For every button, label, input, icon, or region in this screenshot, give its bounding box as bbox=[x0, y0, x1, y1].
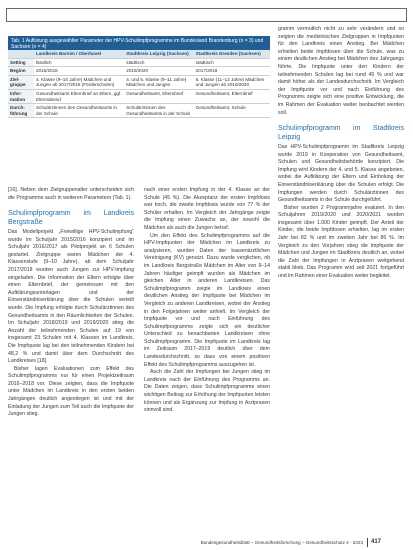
table-cell: 4. Klasse (9–10 Jahre) Mädchen und Jungen ab 2017/2018 (Förderschulen) bbox=[34, 75, 124, 89]
paragraph: [16]. Neben dem Zielgruppenalter unterscheiden sich die Programme auch in weiteren Parametern (Tab. 1). bbox=[8, 187, 134, 201]
page-number: 417 bbox=[371, 539, 382, 545]
row-label: Infor-mation bbox=[8, 89, 34, 103]
paragraph: Um den Effekt des Schulimpfprogramms auf die HPV-Impfquoten der Mädchen im Landkreis zu analysieren, wurden Daten der kassenärztlichen Vereinigung (KV) genutzt. Dazu wurde verglichen, ob im Landkreis Bergstraße Mädchen im Alter von 9–14 Jahren häufiger geimpft wurden als Mädchen im gleichen Alter in anderen Landkreisen. Das Schulimpfprogramm zeigte im Landkreis einen deutlichen Anstieg der Impfquote bei Mädchen im Vergleich zu anderen Landkreisen, wobei der Anstieg in den Folgejahren weiter anhielt. Im Vergleich der Impfquote vor und nach Einführung des Schulimpfprogramms zeigte sich ein deutlicher Unterschied zu benachbarten Landkreisen ohne Schulimpfprogramm. Die Impfquote im Landkreis lag im Zeitraum 2017–2019 deutlich über dem Landesdurchschnitt, so dass von einem positiven Effekt des Schulimpfprogramms auszugehen ist. bbox=[144, 232, 270, 368]
paragraph: Auch die Zahl der Impfungen bei Jungen stieg im Landkreis nach der Einführung des Programms an. Die Daten zeigen, dass Schulimpfprogramme einen wichtigen Beitrag zur Erhöhung der Impfquoten leisten können und als Ergänzung zur Impfung in Arztpraxen sinnvoll sind. bbox=[144, 369, 270, 414]
row-label: Setting bbox=[8, 58, 34, 67]
paragraph: Bisher lagen Evaluationen zum Effekt des Schulimpfprogramms nur für einen Projektzeitraum 2016–2018 vor. Diese zeigten, dass die Impfquote unter Mädchen im Landkreis in den ersten beiden Jahrgängen deutlich angestiegen ist und mit der Einladung der Jungen zum Teil auch die Impfquote der Jungen stieg. bbox=[8, 365, 134, 418]
header-box bbox=[6, 8, 407, 22]
table-cell: 2017/2018 bbox=[194, 67, 270, 76]
table-block bbox=[8, 36, 270, 118]
table-cell: Gesundheitsamt, Elternbrief bbox=[124, 89, 193, 103]
table-cell: 5. Klasse (11–12 Jahre) Mädchen und Jungen ab 2019/2020 bbox=[194, 75, 270, 89]
section-heading: Schulimpfprogramm im Stadtkreis Leipzig bbox=[278, 125, 404, 141]
paragraph: Das Modellprojekt „Freiwillige HPV-Schulimpfung“ wurde im Schuljahr 2015/2016 konzipiert und im Schuljahr 2016/2017 als Pilotprojekt an 6 Schulen gestartet. Zielgruppe waren Mädchen der 4. Klassenstufe (9–10 Jahre), ab dem Schuljahr 2017/2018 wurden auch Jungen zur HPV-Impfung eingeladen. Die Information der Eltern erfolgte über einen Elternbrief, der gemeinsam mit den Aufklärungsunterlagen und der Einverständniserklärung über die Schulen verteilt wurde. Die Impfung erfolgte durch Schulärztinnen des Gesundheitsamts in den Räumlichkeiten der Schulen. Im Schuljahr 2018/2019 und 2019/2020 stieg die Anzahl der teilnehmenden Schulen auf 19 von insgesamt 23 Schulen mit 4. Klassen im Landkreis. Die Impfquote lag bei den teilnehmenden Kindern bei 48,2 % und damit über dem Durchschnitt des Landkreises [18]. bbox=[8, 229, 134, 365]
table-row bbox=[8, 104, 270, 118]
footer-divider bbox=[367, 538, 368, 547]
table-cell: Schulärztinnen des Gesundheitsamts in der Schule bbox=[124, 104, 193, 118]
table-cell: 2019/2020 bbox=[124, 67, 193, 76]
table-header-cell: Stadtkreis Dresden (Sachsen) bbox=[194, 50, 270, 58]
table-cell: 2015/2016 bbox=[34, 67, 124, 76]
paragraph: gramm vermutlich nicht zu sehr verändern und so zeigten die medizinischen Zielgruppen in Impfquoten für den Landkreis einen Anstieg. Bei Mädchen erhielten beide Impfdosen über die Schule, was zu einem deutlichen Anstieg bei Mädchen des Jahrgangs führte. Die Impfquote unter den Kindern der teilnehmenden Schulen lag bei rund 45 % und war damit höher als der Landesdurchschnitt. Im Vergleich der Impfquote vor und nach Einführung des Programms zeigte sich eine positive Entwicklung, die im Rahmen der Evaluation weiter beobachtet werden soll. bbox=[278, 26, 404, 116]
table-cell: Schulärztinnen des Gesundheitsamts in der Schule bbox=[34, 104, 124, 118]
paragraph: Bisher wurden 2 Programmjahre evaluiert. In den Schuljahren 2019/2020 und 2020/2021 wurden insgesamt über 1.000 Kinder geimpft. Der Anteil der Kinder, die beide Impfdosen erhielten, lag im ersten Jahr bei 82 % und im zweiten Jahr bei 86 %. Im Vergleich zu den Vorjahren stieg die Impfquote der Mädchen und Jungen im Stadtkreis deutlich an, wobei die Zahl der Impfungen in Arztpraxen weitgehend stabil blieb. Das Programm wird seit 2021 fortgeführt und im Rahmen einer Evaluation weiter begleitet. bbox=[278, 204, 404, 280]
table-header-cell: Landkreis Barnim / Oberhavel bbox=[34, 50, 124, 58]
text-column-left bbox=[8, 187, 134, 419]
text-column-middle bbox=[144, 187, 270, 415]
row-label: Beginn bbox=[8, 67, 34, 76]
table-cell: Gesundheitsamt, Elternbrief bbox=[194, 89, 270, 103]
paragraph: Das HPV-Schulimpfprogramm im Stadtkreis Leipzig wurde 2019 in Kooperation von Gesundheitsamt, Schulen und Gesundheitsbehörde konzipiert. Die Impfung wird Kindern der 4. und 5. Klasse angeboten, wobei die Aufklärung der Eltern und Einholung der Einverständniserklärung über die Schulen erfolgt. Die Impfungen werden durch Schulärztinnen des Gesundheitsamts in der Schule durchgeführt. bbox=[278, 143, 404, 204]
table-header-cell: Stadtkreis Leipzig (Sachsen) bbox=[124, 50, 193, 58]
table-cell: Gesundheitsamt Elternbrief an Eltern, ggf. Elternabend bbox=[34, 89, 124, 103]
table-row bbox=[8, 89, 270, 103]
journal-footer: Bundesgesundheitsblatt – Gesundheitsforschung – Gesundheitsschutz 4 · 2023 bbox=[200, 540, 363, 545]
table-row bbox=[8, 67, 270, 76]
paragraph: nach einer ersten Impfung in der 4. Klasse an der Schule (45 %). Die Akzeptanz der ersten Impfdosis war hoch, die zweite Impfdosis wurde von 77 % der Schüler erhalten. Im Vergleich der Jahrgänge zeigte die Impfung einen Zuwachs an, der sowohl die Mädchen als auch die Jungen betraf. bbox=[144, 187, 270, 231]
study-table bbox=[8, 50, 270, 118]
row-label: Durch-führung bbox=[8, 104, 34, 118]
table-row bbox=[8, 75, 270, 89]
table-cell: ländlich bbox=[34, 58, 124, 67]
table-header-row bbox=[8, 50, 270, 58]
table-cell: städtisch bbox=[194, 58, 270, 67]
text-column-right bbox=[278, 26, 404, 281]
table-cell: 4. und 5. Klasse (9–11 Jahre) Mädchen und Jungen bbox=[124, 75, 193, 89]
row-label: Ziel-gruppe bbox=[8, 75, 34, 89]
table-header-cell bbox=[8, 50, 34, 58]
table-cell: städtisch bbox=[124, 58, 193, 67]
table-row bbox=[8, 58, 270, 67]
table-caption: Tab. 1 Auflistung ausgewählter Parameter der HPV-Schulimpfprogramme im Bundesland Brandenburg (n = 3) und Sachsen (n = 4) bbox=[8, 36, 270, 50]
section-heading: Schulimpfprogramm im Landkreis Bergstraße bbox=[8, 210, 134, 226]
table-cell: Gesundheitsamt, Schule bbox=[194, 104, 270, 118]
